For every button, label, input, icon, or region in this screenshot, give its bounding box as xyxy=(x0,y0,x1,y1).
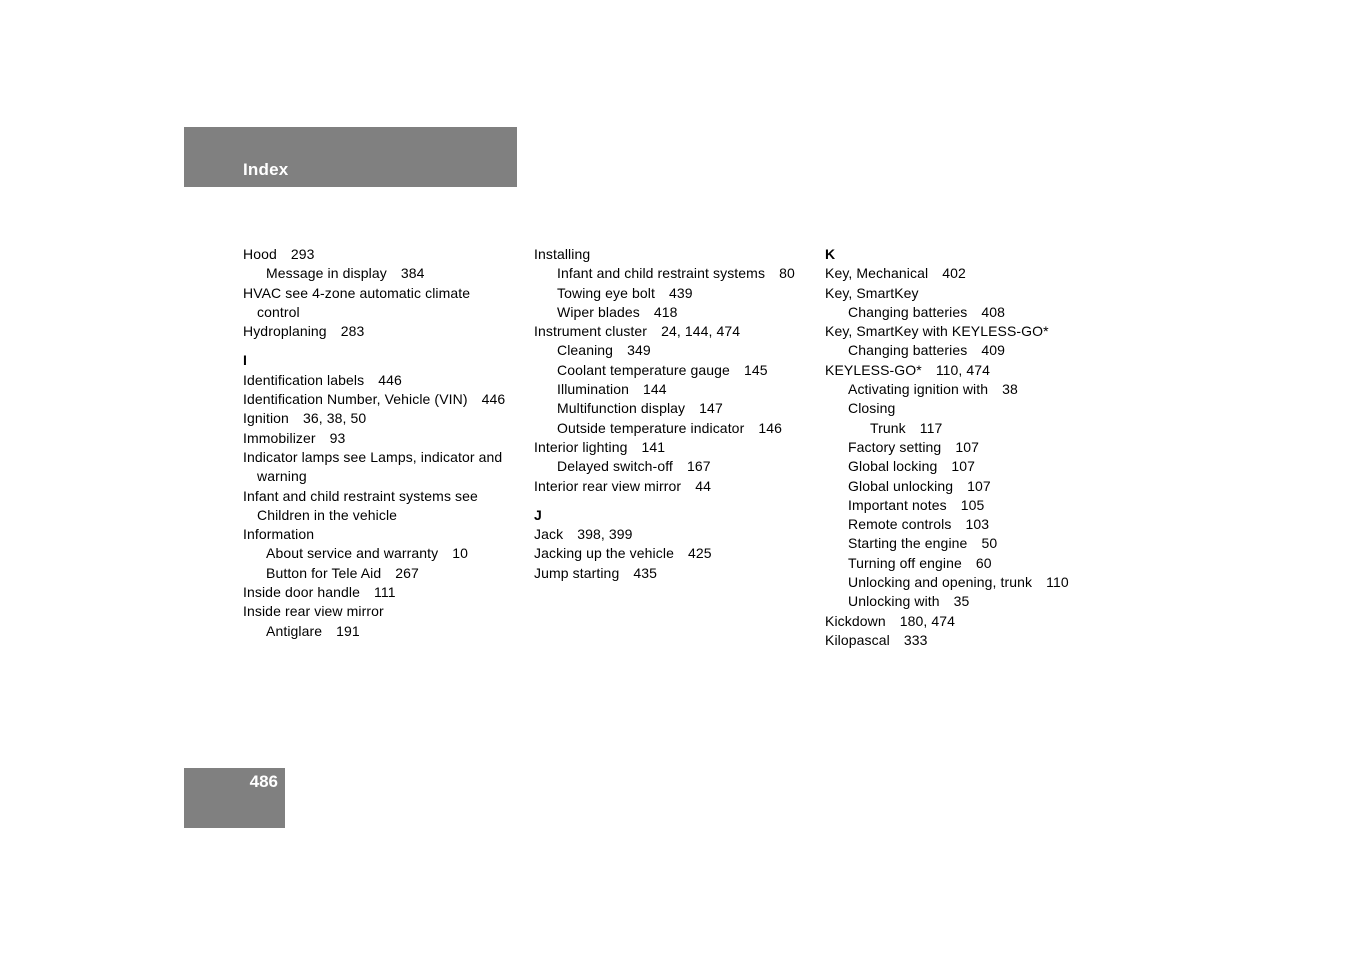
page-reference[interactable]: 103 xyxy=(965,516,990,533)
index-entry xyxy=(534,525,819,544)
index-entry-text: Key, Mechanical xyxy=(825,265,929,282)
page-reference[interactable]: 145 xyxy=(743,361,768,378)
index-subentry xyxy=(534,399,819,418)
index-entry xyxy=(825,361,1115,380)
index-entry-text: Changing batteries xyxy=(848,342,968,359)
index-entry-text: Global unlocking xyxy=(848,477,954,494)
index-entry-text: Children in the vehicle xyxy=(257,506,398,523)
page-reference[interactable]: 333 xyxy=(903,631,928,648)
page-reference[interactable]: 60 xyxy=(975,554,992,571)
index-subentry xyxy=(243,622,528,641)
header-bar xyxy=(184,127,517,187)
index-entry xyxy=(825,264,1115,283)
index-entry-text: Jacking up the vehicle xyxy=(534,545,674,562)
index-subentry xyxy=(825,592,1115,611)
index-entry xyxy=(243,245,528,264)
index-entry xyxy=(243,390,528,409)
page-reference[interactable]: 117 xyxy=(919,419,943,436)
index-entry-text: Information xyxy=(243,526,315,543)
index-subentry xyxy=(534,284,819,303)
page-number-box xyxy=(184,768,285,828)
index-subentry xyxy=(825,534,1115,553)
index-letter-heading: I xyxy=(243,352,247,369)
page-reference[interactable]: 435 xyxy=(633,564,658,581)
index-entry xyxy=(534,564,819,583)
page-reference[interactable]: 35 xyxy=(953,593,970,610)
index-entry-text: Interior lighting xyxy=(534,438,628,455)
index-entry-text: Towing eye bolt xyxy=(557,284,656,301)
index-entry-text: Delayed switch-off xyxy=(557,458,673,475)
index-entry xyxy=(534,322,819,341)
page-reference[interactable]: 167 xyxy=(686,458,711,475)
index-entry-text: Button for Tele Aid xyxy=(266,564,382,581)
index-entry-text: Key, SmartKey with KEYLESS-GO* xyxy=(825,323,1049,340)
index-entry-text: About service and warranty xyxy=(266,545,439,562)
index-entry-text: Identification labels xyxy=(243,371,365,388)
index-entry-text: Hood xyxy=(243,246,277,262)
page-reference[interactable]: 349 xyxy=(627,342,651,359)
index-entry-text: Changing batteries xyxy=(848,303,968,320)
page-reference[interactable]: 425 xyxy=(687,545,712,562)
page-reference[interactable]: 107 xyxy=(967,477,991,494)
index-entry-text: Identification Number, Vehicle (VIN) xyxy=(243,391,468,408)
index-entry xyxy=(825,322,1115,341)
page-reference[interactable]: 141 xyxy=(641,438,666,455)
index-subentry xyxy=(534,380,819,399)
index-entry-text: Multifunction display xyxy=(557,400,686,417)
index-subentry xyxy=(534,341,819,360)
page-reference[interactable]: 50 xyxy=(981,535,998,552)
index-entry-continuation xyxy=(243,467,528,486)
page-reference[interactable]: 418 xyxy=(653,303,678,320)
index-subentry xyxy=(825,399,1115,418)
page-reference[interactable]: 93 xyxy=(329,429,346,446)
index-subentry xyxy=(825,515,1115,534)
page-reference[interactable]: 439 xyxy=(669,284,693,301)
index-entry xyxy=(825,612,1115,631)
index-entry-text: Turning off engine xyxy=(848,554,962,571)
index-entry-text: Closing xyxy=(848,400,896,417)
index-entry-text: HVAC see 4-zone automatic climate xyxy=(243,284,471,301)
page-reference[interactable]: 107 xyxy=(955,438,979,455)
page-reference[interactable]: 146 xyxy=(758,419,782,436)
page-reference[interactable]: 402 xyxy=(942,265,966,282)
index-subentry xyxy=(243,564,528,583)
index-entry-continuation xyxy=(243,303,528,322)
index-entry-continuation xyxy=(243,506,528,525)
index-subentry xyxy=(825,380,1115,399)
index-entry-text: KEYLESS-GO* xyxy=(825,361,922,378)
page-reference[interactable]: 10 xyxy=(452,545,469,562)
index-subentry xyxy=(825,573,1115,592)
index-entry xyxy=(534,245,819,264)
index-entry-text: Infant and child restraint systems see xyxy=(243,487,478,504)
index-entry-text: Important notes xyxy=(848,496,947,513)
index-subentry xyxy=(825,303,1115,322)
page-number: 486 xyxy=(249,772,278,791)
page-reference[interactable]: 24, 144, 474 xyxy=(661,323,741,340)
index-entry-text: Wiper blades xyxy=(557,303,640,320)
index-column-1 xyxy=(243,245,528,641)
index-subentry xyxy=(534,264,819,283)
index-entry xyxy=(243,322,528,341)
index-entry xyxy=(825,284,1115,303)
index-subentry xyxy=(825,477,1115,496)
index-subentry xyxy=(534,457,819,476)
index-entry xyxy=(534,477,819,496)
index-entry-text: Cleaning xyxy=(557,342,614,359)
page-reference[interactable]: 398, 399 xyxy=(577,526,633,543)
index-entry xyxy=(243,487,528,506)
index-entry-text: Jack xyxy=(534,526,564,543)
index-letter-heading: K xyxy=(825,246,836,262)
index-entry-text: Message in display xyxy=(266,265,387,282)
page-reference[interactable]: 110, 474 xyxy=(935,361,991,378)
index-subentry xyxy=(534,303,819,322)
index-entry xyxy=(534,438,819,457)
index-entry-text: Hydroplaning xyxy=(243,323,327,340)
page-reference[interactable]: 267 xyxy=(395,564,419,581)
index-subentry xyxy=(825,457,1115,476)
index-entry-text: Infant and child restraint systems xyxy=(557,265,766,282)
index-column-2 xyxy=(534,245,819,583)
page-reference[interactable]: 384 xyxy=(400,265,425,282)
index-letter-heading: J xyxy=(534,506,542,523)
index-entry-text: Inside rear view mirror xyxy=(243,603,384,620)
index-entry-text: Outside temperature indicator xyxy=(557,419,745,436)
index-entry xyxy=(243,583,528,602)
index-entry-text: Global locking xyxy=(848,458,938,475)
page-reference[interactable]: 110 xyxy=(1046,574,1069,591)
index-subentry xyxy=(825,496,1115,515)
index-entry-text: Jump starting xyxy=(534,564,620,581)
index-entry xyxy=(243,448,528,467)
page-reference[interactable]: 147 xyxy=(699,400,723,417)
page-reference[interactable]: 107 xyxy=(951,458,976,475)
index-entry xyxy=(243,525,528,544)
page-title: Index xyxy=(243,160,289,179)
index-column-3 xyxy=(825,245,1115,650)
index-entry-text: Indicator lamps see Lamps, indicator and xyxy=(243,448,503,465)
index-entry-text: Antiglare xyxy=(266,622,323,639)
index-entry xyxy=(243,602,528,621)
index-entry-text: Instrument cluster xyxy=(534,323,648,340)
page-reference[interactable]: 446 xyxy=(378,371,402,388)
page-reference[interactable]: 111 xyxy=(374,584,396,601)
index-entry-text: Starting the engine xyxy=(848,535,968,552)
index-entry xyxy=(534,544,819,563)
index-entry-text: Unlocking and opening, trunk xyxy=(848,574,1033,591)
index-entry-text: Inside door handle xyxy=(243,584,360,601)
index-subentry xyxy=(243,264,528,283)
index-subentry xyxy=(825,419,1115,438)
page-reference[interactable]: 144 xyxy=(643,381,667,398)
index-subentry xyxy=(243,544,528,563)
index-entry-text: Immobilizer xyxy=(243,429,316,446)
index-entry-text: Kickdown xyxy=(825,612,886,629)
index-entry-text: Coolant temperature gauge xyxy=(557,361,730,378)
index-entry-text: Interior rear view mirror xyxy=(534,477,682,494)
page-reference[interactable]: 80 xyxy=(779,265,795,282)
index-entry-text: warning xyxy=(257,468,307,485)
index-subentry xyxy=(825,554,1115,573)
index-entry-text: Kilopascal xyxy=(825,631,890,648)
index-entry xyxy=(243,371,528,390)
index-entry-text: control xyxy=(257,303,300,320)
index-entry xyxy=(243,284,528,303)
index-entry-text: Illumination xyxy=(557,381,630,398)
index-entry-text: Installing xyxy=(534,246,591,262)
index-subentry xyxy=(825,438,1115,457)
index-entry-text: Unlocking with xyxy=(848,593,940,610)
index-entry-text: Activating ignition with xyxy=(848,381,989,398)
index-entry-text: Remote controls xyxy=(848,516,952,533)
page-reference[interactable]: 38 xyxy=(1002,381,1018,398)
page-reference[interactable]: 191 xyxy=(336,622,360,639)
index-entry-text: Ignition xyxy=(243,410,289,427)
index-entry-text: Factory setting xyxy=(848,438,942,455)
index-entry-text: Key, SmartKey xyxy=(825,284,919,301)
page-reference[interactable]: 409 xyxy=(981,342,1005,359)
index-subentry xyxy=(825,341,1115,360)
page-reference[interactable]: 44 xyxy=(695,477,711,494)
index-entry xyxy=(243,429,528,448)
index-subentry xyxy=(534,361,819,380)
page-reference[interactable]: 283 xyxy=(340,323,365,340)
page-reference[interactable]: 36, 38, 50 xyxy=(302,410,367,427)
page-reference[interactable]: 105 xyxy=(960,496,985,513)
index-entry xyxy=(243,409,528,428)
index-entry xyxy=(825,631,1115,650)
index-subentry xyxy=(534,419,819,438)
index-entry-text: Trunk xyxy=(870,419,906,436)
page-reference[interactable]: 293 xyxy=(290,246,315,262)
page-reference[interactable]: 446 xyxy=(481,391,506,408)
page-reference[interactable]: 408 xyxy=(981,303,1005,320)
page-reference[interactable]: 180, 474 xyxy=(899,612,956,629)
